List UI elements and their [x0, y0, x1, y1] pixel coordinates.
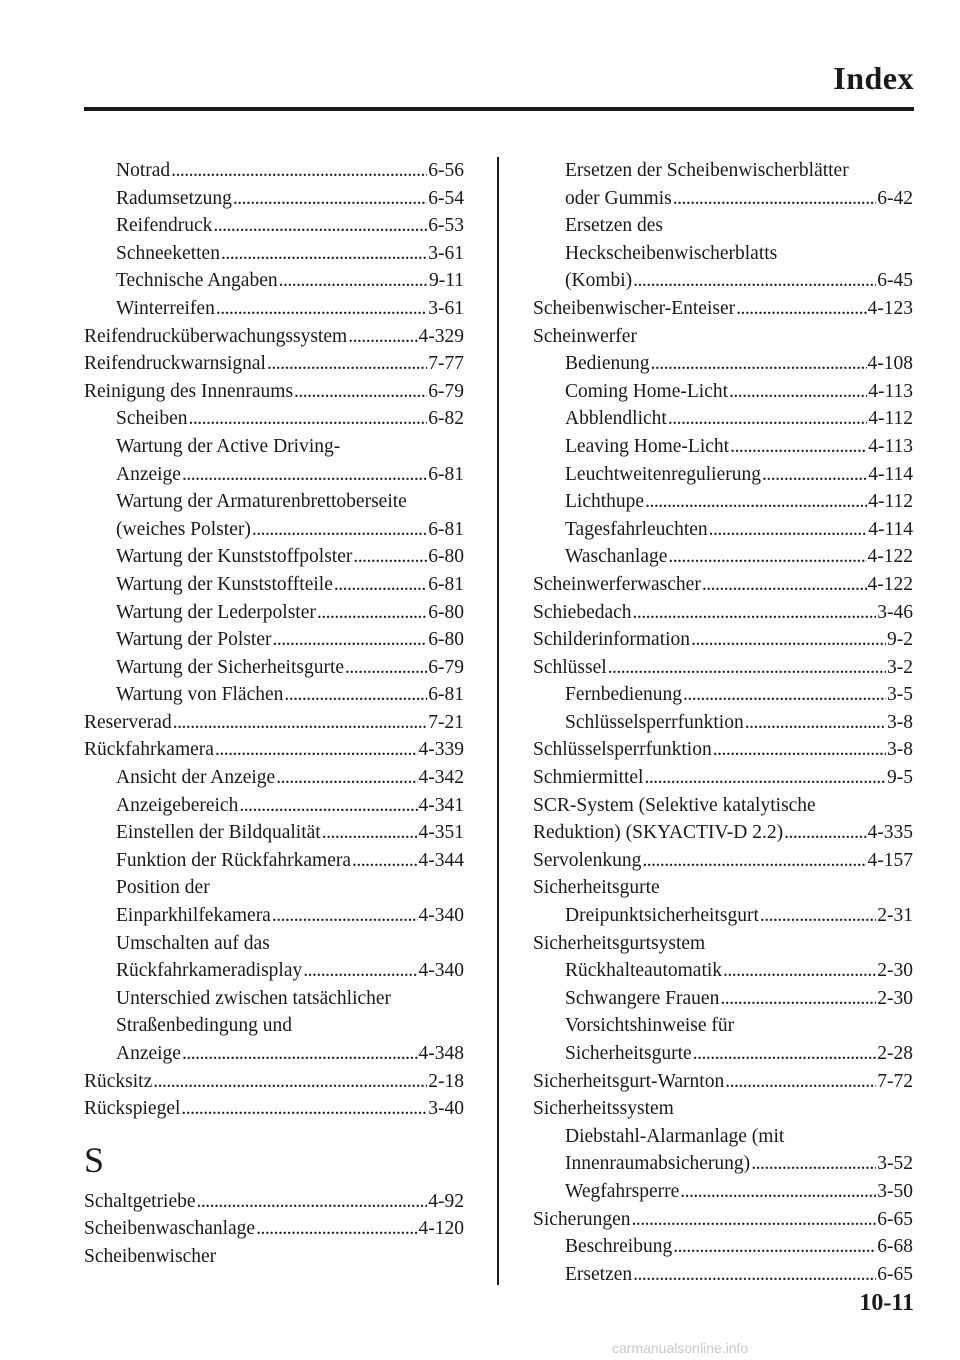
index-column-left: [84, 157, 464, 1271]
dot-leader: [673, 1233, 876, 1261]
entry-text: (weiches Polster): [116, 518, 251, 540]
index-column-right: [533, 157, 913, 1288]
entry-page-ref: 4-340: [418, 905, 464, 927]
index-subentry-line: Ersetzen der Scheibenwischerblätter: [565, 160, 849, 181]
entry-text: Waschanlage: [565, 546, 668, 568]
index-subentry: [84, 185, 464, 213]
index-subentry: [84, 543, 464, 571]
entry-text: Lichthupe: [565, 491, 645, 513]
entry-page-ref: 6-81: [428, 518, 464, 540]
entry-text: Scheibenwaschanlage: [84, 1218, 256, 1240]
entry-text: Reserverad: [84, 711, 172, 733]
entry-text: Sicherheitsgurte: [565, 1043, 692, 1064]
dot-leader: [725, 1068, 876, 1096]
entry-page-ref: 4-114: [868, 518, 913, 540]
entry-page-ref: 9-2: [887, 629, 913, 651]
index-subentry: [84, 240, 464, 268]
dot-leader: [181, 1095, 427, 1123]
entry-page-ref: 4-113: [868, 435, 913, 457]
dot-leader: [334, 571, 427, 599]
dot-leader: [693, 1040, 877, 1068]
entry-text: Ansicht der Anzeige: [116, 767, 276, 789]
entry-text: Bedienung: [565, 353, 650, 375]
index-subentry: [84, 902, 464, 930]
entry-text: Wartung der Sicherheitsgurte: [116, 656, 345, 678]
entry-page-ref: 6-56: [428, 160, 464, 181]
index-subentry: [84, 792, 464, 820]
entry-text: Schmiermittel: [533, 767, 644, 789]
index-subentry-line: Umschalten auf das: [116, 932, 270, 954]
index-subentry: [533, 957, 913, 985]
entry-page-ref: 4-122: [867, 546, 913, 568]
entry-text: Reifendrucküberwachungssystem: [84, 325, 348, 347]
index-subentry: [533, 433, 913, 461]
entry-text: Sicherheitsgurt-Warnton: [533, 1070, 725, 1092]
entry-text: Schlüssel: [533, 656, 607, 678]
entry-text: Einstellen der Bildqualität: [116, 822, 321, 844]
entry-text: Radumsetzung: [116, 187, 232, 209]
entry-page-ref: 3-61: [428, 297, 464, 319]
entry-text: (Kombi): [565, 270, 633, 292]
entry-text: Schilderinformation: [533, 629, 691, 651]
entry-text: Wartung der Polster: [116, 629, 272, 651]
index-subentry: [533, 1150, 913, 1178]
entry-text: Schlüsselsperrfunktion: [533, 739, 712, 761]
dot-leader: [171, 157, 427, 185]
dot-leader: [182, 1040, 418, 1068]
entry-page-ref: 6-68: [877, 1236, 913, 1258]
index-subentry: [84, 957, 464, 985]
entry-page-ref: 4-108: [867, 353, 913, 375]
index-subentry-line: Heckscheibenwischerblatts: [565, 242, 778, 264]
entry-page-ref: 6-42: [877, 187, 913, 209]
entry-text: Anzeige: [116, 463, 181, 485]
dot-leader: [256, 1215, 417, 1243]
entry-text: Wartung von Flächen: [116, 684, 284, 706]
index-subentry: [84, 405, 464, 433]
dot-leader: [153, 1068, 427, 1096]
entry-page-ref: 4-112: [868, 408, 913, 430]
index-subentry: [533, 267, 913, 295]
entry-page-ref: 7-21: [428, 711, 464, 733]
index-subentry: [533, 902, 913, 930]
dot-leader: [729, 378, 867, 406]
index-entry: [533, 295, 913, 323]
entry-text: Wartung der Kunststoffpolster: [116, 546, 353, 568]
entry-page-ref: 4-341: [418, 794, 464, 816]
dot-leader: [683, 681, 886, 709]
index-entry: [533, 764, 913, 792]
index-entry: [84, 323, 464, 351]
dot-leader: [221, 240, 427, 268]
entry-text: Funktion der Rückfahrkamera: [116, 849, 352, 871]
entry-text: Anzeigebereich: [116, 794, 239, 816]
index-subentry-line: Position der: [116, 877, 210, 899]
entry-page-ref: 6-54: [428, 187, 464, 209]
dot-leader: [353, 543, 427, 571]
entry-page-ref: 4-351: [418, 822, 464, 844]
index-subentry-line: Wartung der Active Driving-: [116, 435, 341, 457]
entry-text: Reifendruck: [116, 215, 213, 237]
entry-text: Schlüsselsperrfunktion: [565, 711, 744, 733]
index-subentry: [84, 267, 464, 295]
dot-leader: [608, 654, 886, 682]
index-entry: [533, 819, 913, 847]
dot-leader: [276, 764, 417, 792]
entry-page-ref: 6-80: [428, 601, 464, 623]
entry-page-ref: 3-8: [887, 739, 913, 761]
entry-text: Notrad: [116, 160, 171, 181]
dot-leader: [267, 350, 427, 378]
header-rule: [84, 107, 914, 111]
entry-page-ref: 3-2: [887, 656, 913, 678]
index-subentry-line: Vorsichtshinweise für: [565, 1015, 735, 1037]
entry-text: Rückhalteautomatik: [565, 960, 723, 982]
entry-text: Winterreifen: [116, 297, 215, 319]
entry-page-ref: 2-31: [877, 905, 913, 927]
dot-leader: [760, 902, 876, 930]
entry-text: Scheibenwischer-Enteiser: [533, 297, 736, 319]
index-entry: [533, 1206, 913, 1234]
index-entry: [84, 1068, 464, 1096]
entry-page-ref: 4-335: [867, 822, 913, 844]
entry-text: Sicherungen: [533, 1208, 631, 1230]
dot-leader: [680, 1178, 876, 1206]
index-subentry: [84, 847, 464, 875]
dot-leader: [352, 847, 417, 875]
entry-page-ref: 4-344: [418, 849, 464, 871]
dot-leader: [713, 736, 886, 764]
dot-leader: [279, 267, 428, 295]
column-divider: [497, 157, 499, 1285]
dot-leader: [213, 212, 427, 240]
index-subentry: [533, 709, 913, 737]
dot-leader: [691, 626, 886, 654]
dot-leader: [303, 957, 417, 985]
entry-text: Coming Home-Licht: [565, 380, 729, 402]
page-title: Index: [833, 60, 914, 96]
entry-page-ref: 6-65: [877, 1263, 913, 1285]
index-subentry: [533, 461, 913, 489]
index-entry: [84, 1215, 464, 1243]
entry-text: Reifendruckwarnsignal: [84, 353, 266, 375]
dot-leader: [322, 819, 418, 847]
index-subentry: [533, 378, 913, 406]
entry-text: Beschreibung: [565, 1236, 673, 1258]
index-entry-heading: Sicherheitssystem: [533, 1098, 674, 1120]
entry-page-ref: 3-40: [428, 1098, 464, 1120]
entry-page-ref: 6-82: [428, 408, 464, 430]
entry-text: Schneeketten: [116, 242, 220, 264]
index-entry: [533, 736, 913, 764]
index-entry: [533, 626, 913, 654]
dot-leader: [239, 792, 417, 820]
entry-text: Abblendlicht: [565, 408, 667, 430]
page-number: 10-11: [859, 1290, 914, 1316]
entry-page-ref: 3-61: [428, 242, 464, 264]
dot-leader: [284, 681, 427, 709]
index-entry: [533, 599, 913, 627]
entry-page-ref: 4-339: [418, 739, 464, 761]
index-entry: [533, 571, 913, 599]
entry-page-ref: 4-92: [428, 1190, 464, 1212]
dot-leader: [702, 571, 867, 599]
entry-page-ref: 3-52: [877, 1153, 913, 1175]
index-subentry: [84, 212, 464, 240]
index-subentry-line: Ersetzen des: [565, 215, 663, 237]
index-subentry: [533, 488, 913, 516]
entry-page-ref: 2-28: [877, 1043, 913, 1064]
entry-page-ref: 6-65: [877, 1208, 913, 1230]
index-subentry-line: Wartung der Armaturenbrettoberseite: [116, 491, 407, 513]
dot-leader: [272, 626, 427, 654]
index-entry-heading: Scheibenwischer: [84, 1245, 217, 1267]
entry-text: Wartung der Kunststoffteile: [116, 573, 333, 595]
entry-text: Wartung der Lederpolster: [116, 601, 316, 623]
entry-text: Ersetzen: [565, 1263, 633, 1285]
entry-page-ref: 4-157: [867, 849, 913, 871]
entry-text: Anzeige: [116, 1043, 181, 1064]
entry-page-ref: 6-80: [428, 629, 464, 651]
index-entry: [84, 736, 464, 764]
index-subentry: [533, 185, 913, 213]
dot-leader: [633, 599, 877, 627]
entry-text: Schwangere Frauen: [565, 987, 720, 1009]
watermark: carmanualsonline.info: [612, 1340, 749, 1356]
index-entry: [533, 1068, 913, 1096]
entry-text: Leaving Home-Licht: [565, 435, 730, 457]
index-entry-heading: SCR-System (Selektive katalytische: [533, 794, 816, 816]
dot-leader: [650, 350, 866, 378]
index-subentry-line: Straßenbedingung und: [116, 1015, 293, 1037]
dot-leader: [252, 516, 427, 544]
dot-leader: [673, 185, 877, 213]
entry-text: Einparkhilfekamera: [116, 905, 271, 927]
entry-page-ref: 2-30: [877, 960, 913, 982]
entry-text: Rückfahrkamera: [84, 739, 214, 761]
dot-leader: [645, 488, 867, 516]
dot-leader: [642, 847, 866, 875]
index-subentry: [84, 295, 464, 323]
index-subentry: [84, 157, 464, 185]
dot-leader: [668, 405, 867, 433]
entry-text: oder Gummis: [565, 187, 672, 209]
index-subentry-line: Diebstahl-Alarmanlage (mit: [565, 1125, 785, 1147]
entry-page-ref: 4-340: [418, 960, 464, 982]
dot-leader: [644, 764, 886, 792]
dot-leader: [173, 709, 428, 737]
dot-leader: [272, 902, 418, 930]
entry-page-ref: 6-45: [877, 270, 913, 292]
dot-leader: [197, 1188, 428, 1216]
entry-text: Scheinwerferwascher: [533, 573, 701, 595]
dot-leader: [720, 985, 876, 1013]
dot-leader: [631, 1206, 876, 1234]
entry-text: Tagesfahrleuchten: [565, 518, 708, 540]
entry-page-ref: 6-53: [428, 215, 464, 237]
index-subentry: [84, 599, 464, 627]
entry-page-ref: 4-342: [418, 767, 464, 789]
entry-page-ref: 3-46: [877, 601, 913, 623]
dot-leader: [182, 461, 427, 489]
dot-leader: [345, 654, 427, 682]
entry-page-ref: 4-114: [868, 463, 913, 485]
index-subentry: [533, 516, 913, 544]
entry-page-ref: 4-123: [867, 297, 913, 319]
entry-text: Reduktion) (SKYACTIV-D 2.2): [533, 822, 784, 844]
dot-leader: [730, 433, 867, 461]
entry-text: Fernbedienung: [565, 684, 682, 706]
index-entry: [84, 709, 464, 737]
entry-text: Schaltgetriebe: [84, 1190, 196, 1212]
entry-text: Rückspiegel: [84, 1098, 181, 1120]
entry-page-ref: 7-72: [877, 1070, 913, 1092]
entry-page-ref: 6-80: [428, 546, 464, 568]
index-entry: [533, 847, 913, 875]
entry-page-ref: 4-113: [868, 380, 913, 402]
index-subentry: [533, 1040, 913, 1068]
entry-page-ref: 4-112: [868, 491, 913, 513]
section-letter: S: [84, 1139, 105, 1180]
entry-page-ref: 4-348: [418, 1043, 464, 1064]
entry-page-ref: 4-122: [867, 573, 913, 595]
entry-page-ref: 3-50: [877, 1180, 913, 1202]
dot-leader: [723, 957, 876, 985]
index-subentry: [533, 1178, 913, 1206]
index-subentry: [84, 1040, 464, 1068]
dot-leader: [784, 819, 866, 847]
index-subentry: [533, 1261, 913, 1289]
index-entry: [84, 350, 464, 378]
dot-leader: [633, 1261, 876, 1289]
index-subentry: [84, 819, 464, 847]
index-subentry: [84, 571, 464, 599]
entry-text: Rücksitz: [84, 1070, 153, 1092]
entry-text: Servolenkung: [533, 849, 642, 871]
dot-leader: [633, 267, 876, 295]
entry-text: Innenraumabsicherung): [565, 1153, 751, 1175]
index-entry-heading: Sicherheitsgurtsystem: [533, 932, 706, 954]
index-subentry-line: Unterschied zwischen tatsächlicher: [116, 987, 392, 1009]
entry-page-ref: 3-5: [887, 684, 913, 706]
index-subentry: [533, 543, 913, 571]
dot-leader: [668, 543, 866, 571]
index-subentry: [84, 516, 464, 544]
dot-leader: [762, 461, 867, 489]
index-subentry: [84, 681, 464, 709]
dot-leader: [709, 516, 868, 544]
entry-page-ref: 2-30: [877, 987, 913, 1009]
dot-leader: [348, 323, 417, 351]
entry-page-ref: 6-81: [428, 684, 464, 706]
dot-leader: [233, 185, 427, 213]
index-entry-heading: Sicherheitsgurte: [533, 877, 660, 899]
entry-page-ref: 4-329: [418, 325, 464, 347]
entry-page-ref: 6-79: [428, 380, 464, 402]
dot-leader: [317, 599, 427, 627]
index-entry: [84, 1188, 464, 1216]
index-subentry: [84, 461, 464, 489]
entry-page-ref: 6-79: [428, 656, 464, 678]
entry-text: Rückfahrkameradisplay: [116, 960, 303, 982]
entry-text: Leuchtweitenregulierung: [565, 463, 761, 485]
entry-text: Wegfahrsperre: [565, 1180, 680, 1202]
index-subentry: [84, 764, 464, 792]
entry-page-ref: 7-77: [428, 353, 464, 375]
dot-leader: [751, 1150, 876, 1178]
entry-text: Reinigung des Innenraums: [84, 380, 294, 402]
index-subentry: [533, 1233, 913, 1261]
index-subentry: [533, 681, 913, 709]
index-subentry: [533, 350, 913, 378]
dot-leader: [294, 378, 427, 406]
dot-leader: [216, 295, 427, 323]
entry-page-ref: 3-8: [887, 711, 913, 733]
entry-page-ref: 9-5: [887, 767, 913, 789]
entry-page-ref: 6-81: [428, 573, 464, 595]
index-entry-heading: Scheinwerfer: [533, 325, 637, 347]
entry-page-ref: 4-120: [418, 1218, 464, 1240]
entry-page-ref: 9-11: [428, 270, 464, 292]
index-subentry: [84, 654, 464, 682]
index-subentry: [533, 405, 913, 433]
dot-leader: [188, 405, 427, 433]
index-subentry: [84, 626, 464, 654]
entry-text: Scheiben: [116, 408, 188, 430]
index-entry: [84, 378, 464, 406]
index-entry: [84, 1095, 464, 1123]
index-subentry: [533, 985, 913, 1013]
entry-text: Dreipunktsicherheitsgurt: [565, 905, 759, 927]
dot-leader: [745, 709, 886, 737]
entry-text: Technische Angaben: [116, 270, 278, 292]
dot-leader: [215, 736, 418, 764]
index-entry: [533, 654, 913, 682]
entry-page-ref: 6-81: [428, 463, 464, 485]
dot-leader: [736, 295, 866, 323]
entry-page-ref: 2-18: [428, 1070, 464, 1092]
entry-text: Schiebedach: [533, 601, 632, 623]
